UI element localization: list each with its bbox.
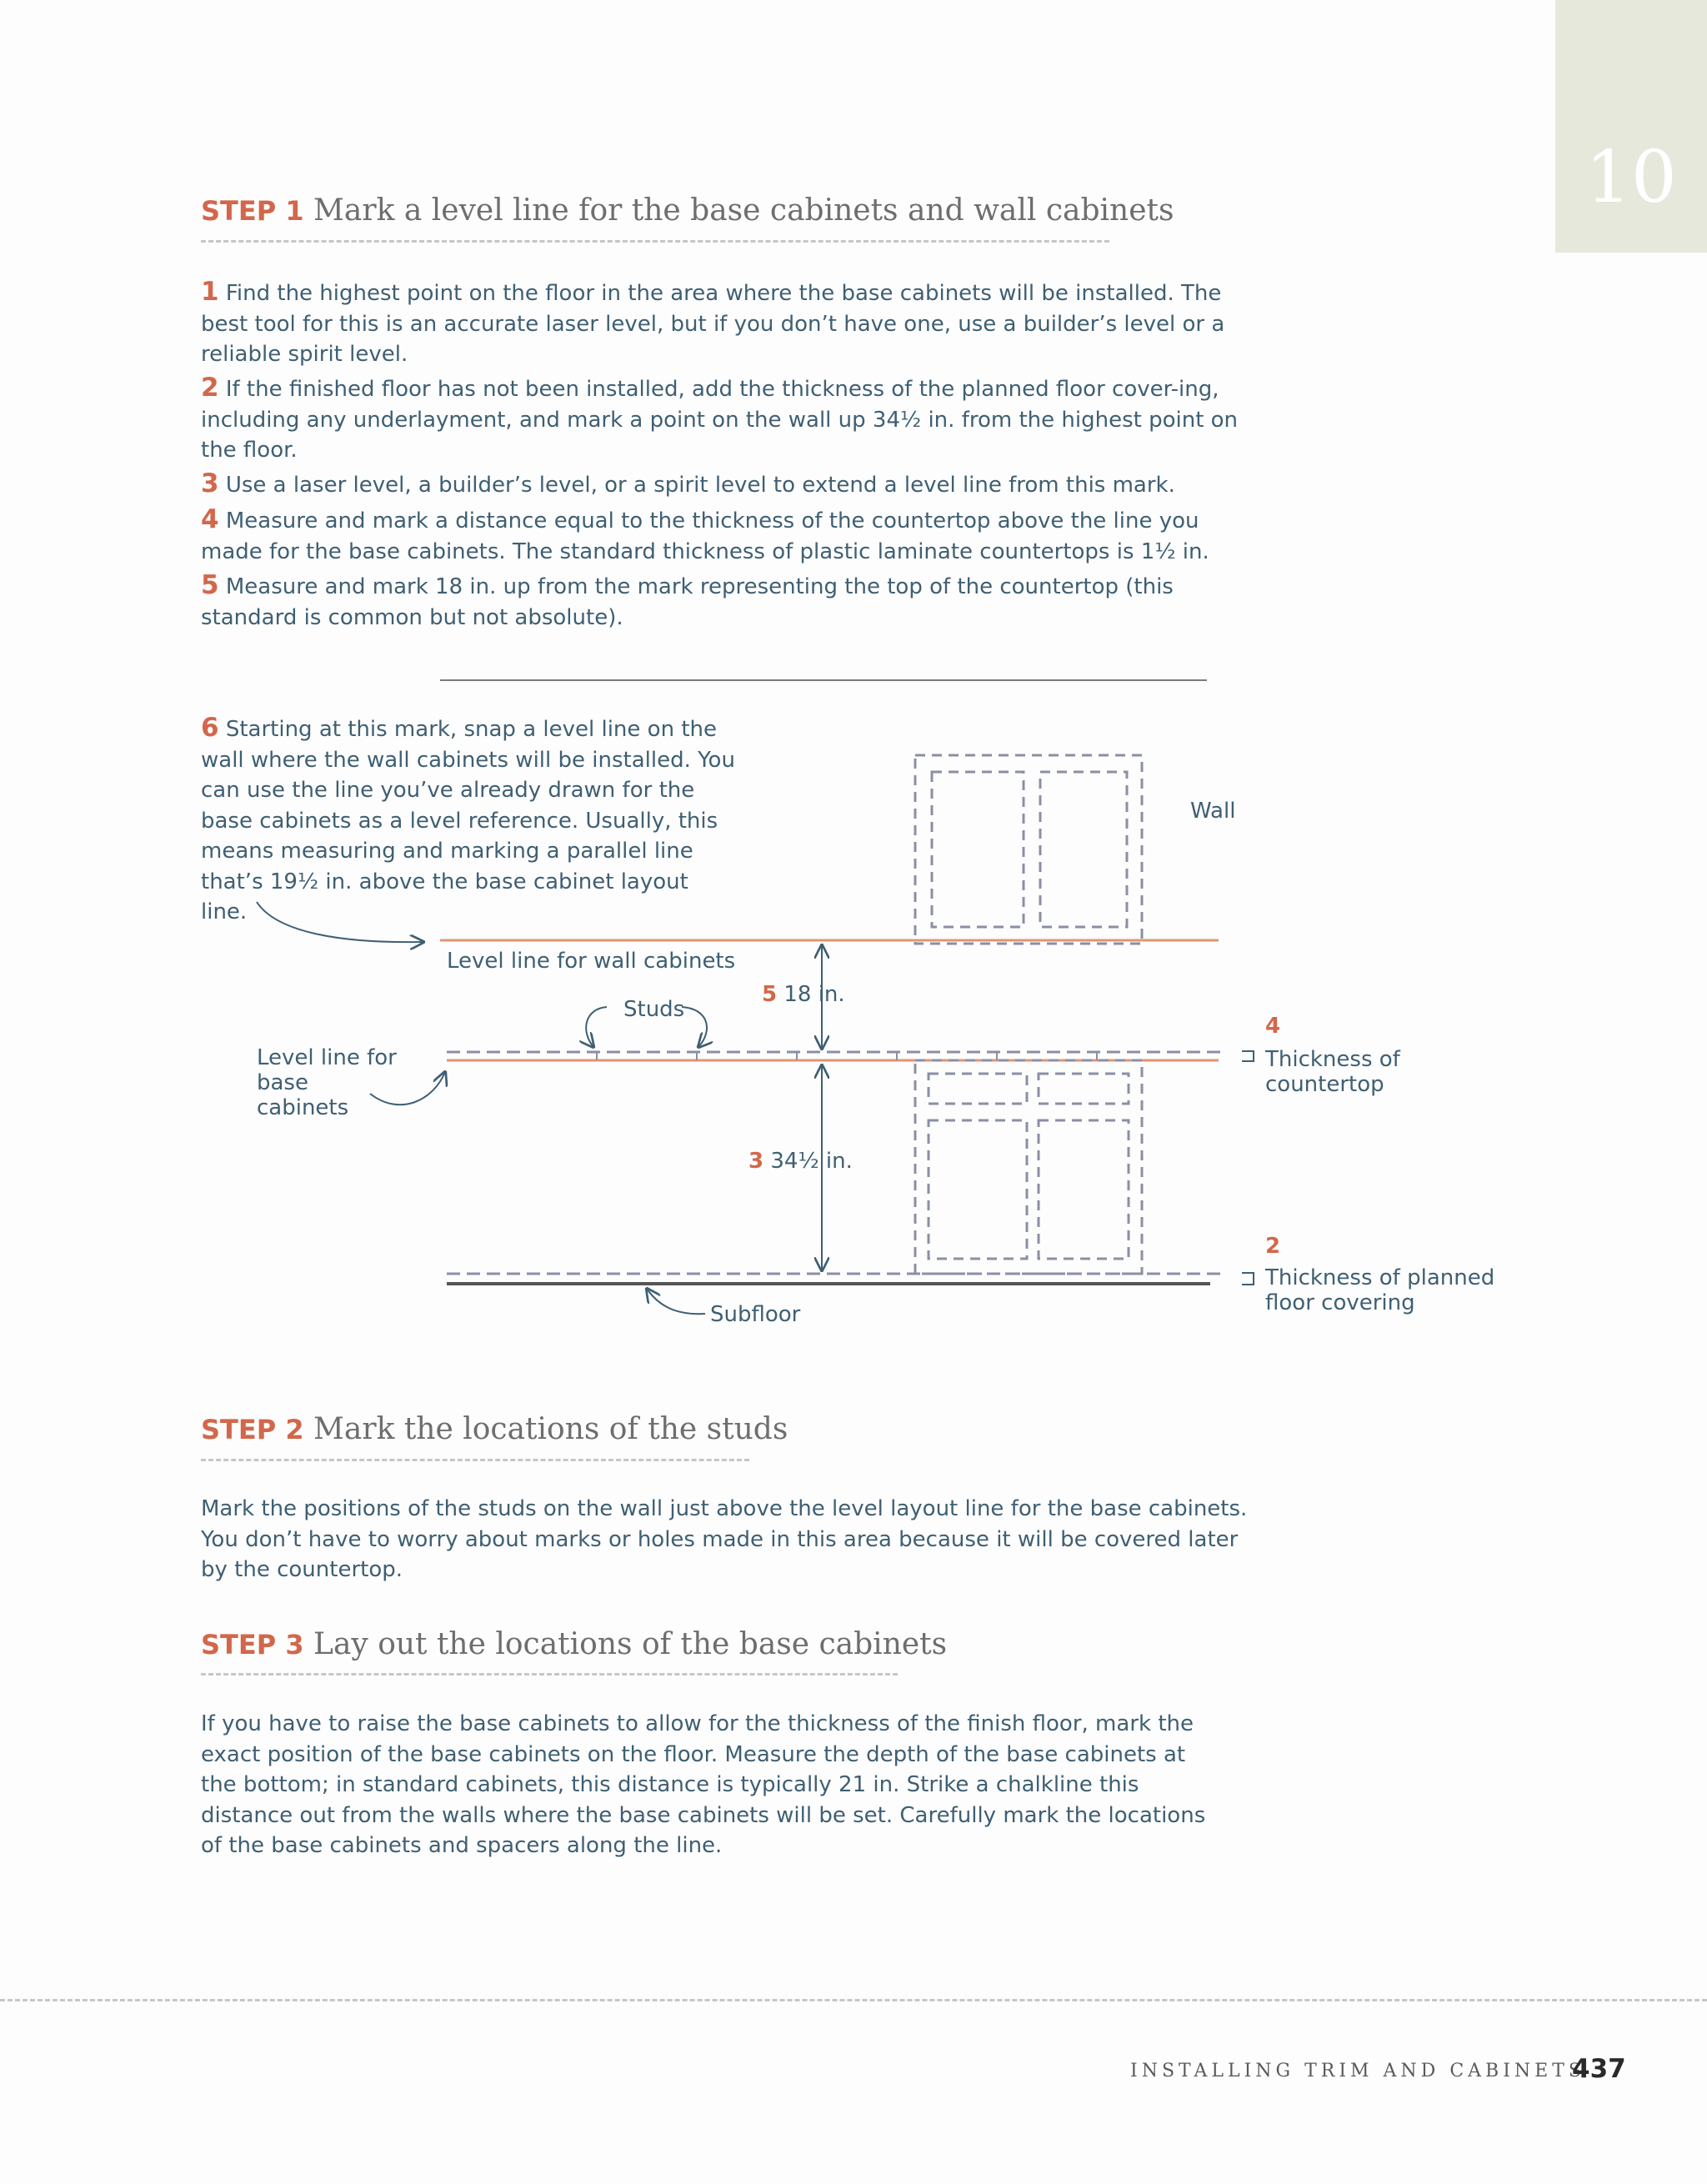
item-number: 1 [201,277,219,307]
step3-underline [201,1673,898,1676]
chapter-tab: 10 [1555,0,1707,253]
dimension-text: 18 in. [783,982,845,1007]
wall-level-line-label: Level line for wall cabinets [447,949,736,974]
dimension-text: 34½ in. [770,1149,853,1174]
countertop-number: 4 [1265,1014,1281,1039]
dimension-18-label [762,982,845,1007]
step2-paragraph: Mark the positions of the studs on the wall just above the level layout line for the base cabinets. You don’t have to worry about marks or holes made in this area because it will be covered later by the countertop. [201,1496,1248,1582]
item-text: Measure and mark a distance equal to the thickness of the countertop above the line you made for the base cabinets. The standard thickness of plastic laminate countertops is 1½ in. [201,508,1209,564]
step1-title: Mark a level line for the base cabinets and wall cabinets [313,193,1174,228]
step2-underline [201,1459,749,1461]
studs-leader-right [682,1007,707,1047]
page-number: 437 [1572,2054,1626,2084]
base-level-line-label: Level line for base cabinets [257,1045,397,1120]
step3-label: STEP 3 [201,1629,304,1661]
dimension-34-label [748,1149,853,1174]
step2-title: Mark the locations of the studs [313,1412,788,1446]
item-text: If the finished floor has not been installed, add the thickness of the planned floor cover-ing, including any underlayment, and mark a point on the wall up 34½ in. from the highest point on the floor. [201,377,1239,463]
item-text: Find the highest point on the floor in the area where the base cabinets will be installed. The best tool for this is an accurate laser level, but if you don’t have one, use a builder’s level or a reliable spirit level. [201,281,1225,367]
studs-leader-left [586,1007,607,1047]
running-head: INSTALLING TRIM AND CABINETS [1130,2061,1585,2081]
floor-covering-label: Thickness of planned floor covering [1265,1265,1495,1315]
floor-covering-bracket [1242,1273,1254,1285]
step3-paragraph: If you have to raise the base cabinets to allow for the thickness of the finish floor, mark the exact position of the base cabinets on the floor. Measure the depth of the base cabinets at the bottom; in standard cabinets, this distance is typically 21 in. Strike a chalkline this distance out from the walls where the base cabinets will be set. Carefully mark the locations of the base cabinets and spacers along the line. [201,1711,1206,1858]
item-text: Use a laser level, a builder’s level, or a spirit level to extend a level line from this mark. [225,473,1175,498]
item-number: 6 [201,713,219,743]
countertop-label: Thickness of countertop [1265,1047,1400,1097]
item-number: 4 [201,504,219,534]
subfloor-label: Subfloor [710,1302,801,1327]
step2-label: STEP 2 [201,1414,304,1445]
item-number: 2 [201,373,219,403]
item-text: Starting at this mark, snap a level line on the wall where the wall cabinets will be installed. You can use the line you’ve already drawn for the base cabinets as a level reference. Usually, this means measuring and marking a parallel line that’s 19½ in. above the base cabinet layout line. [201,717,735,924]
wall-cabinet-drawing [915,755,1142,944]
step3-heading [201,1627,947,1661]
item-number: 3 [201,468,219,498]
floor-covering-number: 2 [1265,1234,1281,1259]
item-number: 5 [201,570,219,600]
dimension-number: 5 [762,982,778,1007]
dimension-number: 3 [748,1149,764,1174]
step1-label: STEP 1 [201,195,304,227]
step2-heading [201,1412,788,1446]
studs-label: Studs [623,997,685,1022]
leader-arrow [257,902,423,942]
countertop-bracket [1242,1051,1254,1061]
item-text: Measure and mark 18 in. up from the mark representing the top of the countertop (this standard is common but not absolute). [201,574,1174,630]
footer-rule [0,1999,1707,2001]
wall-label: Wall [1190,799,1236,824]
step3-title: Lay out the locations of the base cabinets [313,1627,948,1661]
base-cabinet-drawing [915,1060,1142,1274]
subfloor-leader-arrow [647,1289,705,1314]
